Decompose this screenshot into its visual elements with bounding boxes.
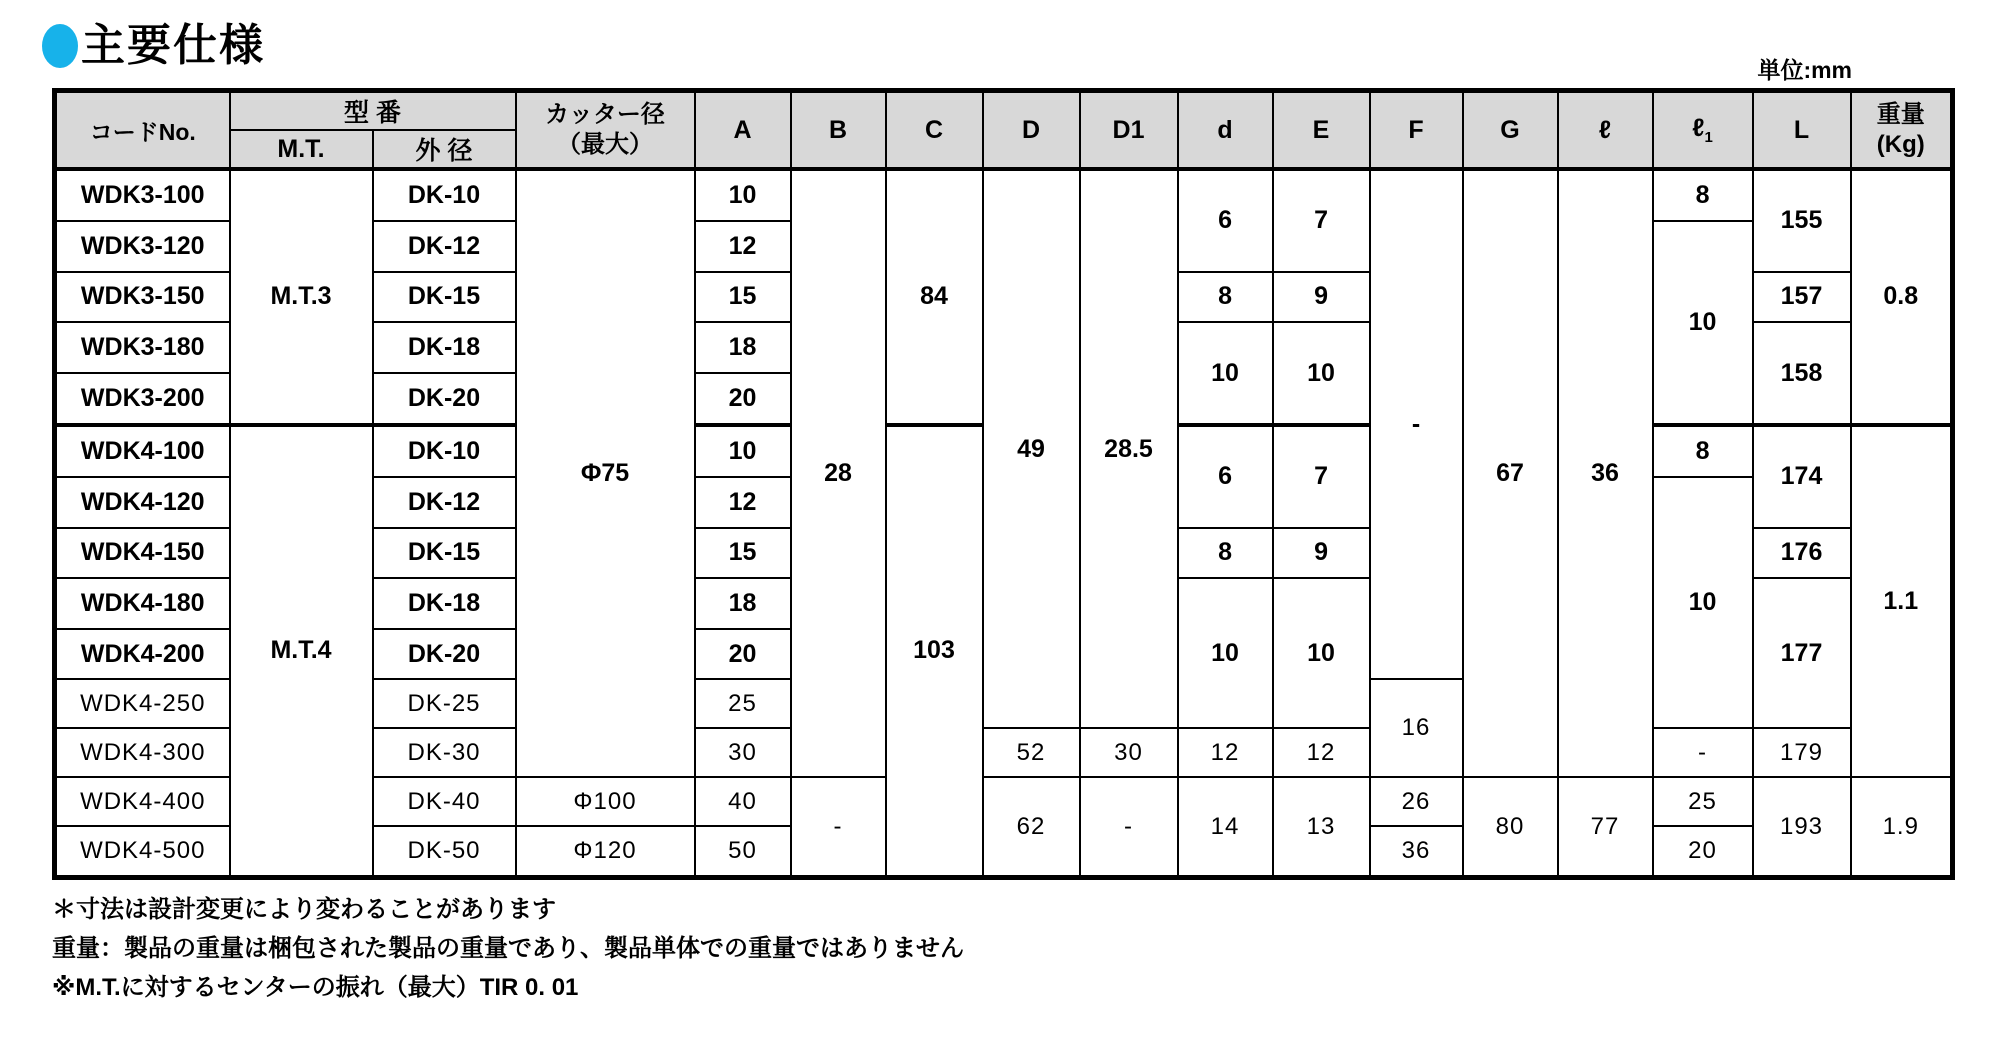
body-cell: -: [791, 777, 886, 877]
body-cell: DK-18: [373, 322, 516, 373]
body-cell: 28.5: [1080, 169, 1178, 728]
page-title: 主要仕様: [81, 21, 265, 70]
body-cell: 13: [1273, 777, 1370, 877]
body-cell: 8: [1178, 272, 1273, 323]
col-header-E: E: [1273, 91, 1370, 170]
body-cell: -: [1080, 777, 1178, 877]
body-cell: 15: [695, 528, 791, 579]
body-cell: 155: [1753, 169, 1851, 272]
body-cell: 12: [1273, 728, 1370, 777]
footnote-weight: 重量：製品の重量は梱包された製品の重量であり、製品単体での重量ではありません: [52, 935, 964, 962]
body-cell: 36: [1370, 826, 1463, 877]
body-cell: 20: [1653, 826, 1753, 877]
body-cell: Φ100: [516, 777, 695, 826]
col-header-D1: D1: [1080, 91, 1178, 170]
col-header-cutter-line1: カッター径: [545, 101, 665, 128]
body-cell: DK-20: [373, 373, 516, 425]
body-cell: 158: [1753, 322, 1851, 425]
body-cell: M.T.4: [230, 425, 373, 878]
body-cell: 18: [695, 578, 791, 629]
col-header-cutter-line2: （最大）: [557, 131, 654, 158]
col-header-l1-sub: 1: [1704, 129, 1713, 146]
col-header-code: コードNo.: [55, 91, 230, 170]
body-cell: 30: [1080, 728, 1178, 777]
col-header-d: d: [1178, 91, 1273, 170]
body-cell: 177: [1753, 578, 1851, 728]
body-cell: 18: [695, 322, 791, 373]
page-title-row: [42, 21, 265, 70]
col-header-model-group: 型 番: [230, 91, 516, 131]
body-cell: 1.9: [1851, 777, 1953, 877]
body-cell: 20: [695, 629, 791, 680]
body-cell: 179: [1753, 728, 1851, 777]
body-cell: 174: [1753, 425, 1851, 528]
body-cell: 16: [1370, 679, 1463, 777]
body-cell: DK-12: [373, 221, 516, 272]
body-cell: WDK4-400: [55, 777, 230, 826]
body-cell: DK-18: [373, 578, 516, 629]
body-cell: WDK3-200: [55, 373, 230, 425]
body-cell: 25: [1653, 777, 1753, 826]
header-row-1: [55, 91, 1953, 131]
spec-table: [52, 88, 1955, 880]
body-cell: 80: [1463, 777, 1558, 877]
body-cell: 10: [1273, 578, 1370, 728]
col-header-G: G: [1463, 91, 1558, 170]
body-cell: 12: [695, 477, 791, 528]
body-cell: -: [1653, 728, 1753, 777]
body-cell: WDK3-120: [55, 221, 230, 272]
col-header-weight-line1: 重量: [1876, 101, 1925, 128]
body-cell: Φ120: [516, 826, 695, 877]
col-header-L: L: [1753, 91, 1851, 170]
body-cell: 30: [695, 728, 791, 777]
col-header-D: D: [983, 91, 1080, 170]
bullet-circle-icon: [42, 24, 78, 68]
footnote-runout: ※M.T.に対するセンターの振れ（最大）TIR 0. 01: [52, 974, 579, 1001]
body-cell: 36: [1558, 169, 1653, 777]
body-cell: 20: [695, 373, 791, 425]
body-cell: 103: [886, 425, 983, 878]
body-cell: WDK4-200: [55, 629, 230, 680]
body-cell: 6: [1178, 425, 1273, 528]
body-cell: 40: [695, 777, 791, 826]
body-cell: WDK4-250: [55, 679, 230, 728]
body-cell: DK-40: [373, 777, 516, 826]
body-cell: 10: [1178, 322, 1273, 425]
body-cell: WDK4-180: [55, 578, 230, 629]
body-cell: 67: [1463, 169, 1558, 777]
body-cell: -: [1370, 169, 1463, 679]
body-cell: WDK4-100: [55, 425, 230, 477]
body-cell: 12: [1178, 728, 1273, 777]
body-cell: 10: [1273, 322, 1370, 425]
table-row: [55, 169, 1953, 221]
body-cell: 62: [983, 777, 1080, 877]
col-header-F: F: [1370, 91, 1463, 170]
body-cell: 8: [1178, 528, 1273, 579]
body-cell: 50: [695, 826, 791, 877]
body-cell: 10: [695, 169, 791, 221]
body-cell: DK-10: [373, 169, 516, 221]
col-header-mt: M.T.: [230, 130, 373, 169]
body-cell: 10: [1653, 477, 1753, 728]
body-cell: 26: [1370, 777, 1463, 826]
body-cell: 176: [1753, 528, 1851, 579]
body-cell: 6: [1178, 169, 1273, 272]
body-cell: DK-20: [373, 629, 516, 680]
body-cell: DK-12: [373, 477, 516, 528]
col-header-l: ℓ: [1558, 91, 1653, 170]
col-header-outer-dia: 外 径: [373, 130, 516, 169]
body-cell: WDK4-300: [55, 728, 230, 777]
col-header-l1-base: ℓ: [1692, 114, 1705, 142]
body-cell: 52: [983, 728, 1080, 777]
body-cell: DK-30: [373, 728, 516, 777]
unit-label: 単位:mm: [1757, 57, 1852, 83]
body-cell: 10: [1178, 578, 1273, 728]
body-cell: WDK3-150: [55, 272, 230, 323]
col-header-A: A: [695, 91, 791, 170]
body-cell: DK-50: [373, 826, 516, 877]
body-cell: 157: [1753, 272, 1851, 323]
body-cell: 84: [886, 169, 983, 425]
body-cell: 28: [791, 169, 886, 777]
body-cell: WDK3-180: [55, 322, 230, 373]
body-cell: WDK3-100: [55, 169, 230, 221]
body-cell: WDK4-150: [55, 528, 230, 579]
body-cell: 0.8: [1851, 169, 1953, 425]
body-cell: 8: [1653, 425, 1753, 477]
col-header-C: C: [886, 91, 983, 170]
body-cell: M.T.3: [230, 169, 373, 425]
body-cell: WDK4-500: [55, 826, 230, 877]
body-cell: WDK4-120: [55, 477, 230, 528]
col-header-weight: [1851, 91, 1953, 170]
body-cell: 7: [1273, 425, 1370, 528]
body-cell: DK-15: [373, 528, 516, 579]
body-cell: DK-10: [373, 425, 516, 477]
body-cell: 10: [695, 425, 791, 477]
footnotes: [52, 890, 964, 1007]
body-cell: 8: [1653, 169, 1753, 221]
spec-table-body: [55, 169, 1953, 878]
body-cell: 12: [695, 221, 791, 272]
body-cell: Φ75: [516, 169, 695, 777]
body-cell: 9: [1273, 272, 1370, 323]
body-cell: 77: [1558, 777, 1653, 877]
body-cell: 15: [695, 272, 791, 323]
col-header-B: B: [791, 91, 886, 170]
body-cell: 7: [1273, 169, 1370, 272]
body-cell: 193: [1753, 777, 1851, 877]
spec-table-head: [55, 91, 1953, 170]
col-header-weight-line2: (Kg): [1876, 131, 1925, 158]
body-cell: 14: [1178, 777, 1273, 877]
body-cell: DK-25: [373, 679, 516, 728]
body-cell: 49: [983, 169, 1080, 728]
col-header-l1: [1653, 91, 1753, 170]
body-cell: 25: [695, 679, 791, 728]
col-header-cutter: [516, 91, 695, 170]
body-cell: 10: [1653, 221, 1753, 425]
body-cell: 1.1: [1851, 425, 1953, 777]
footnote-dimensions: ＊寸法は設計変更により変わることがあります: [52, 896, 556, 923]
body-cell: 9: [1273, 528, 1370, 579]
body-cell: DK-15: [373, 272, 516, 323]
